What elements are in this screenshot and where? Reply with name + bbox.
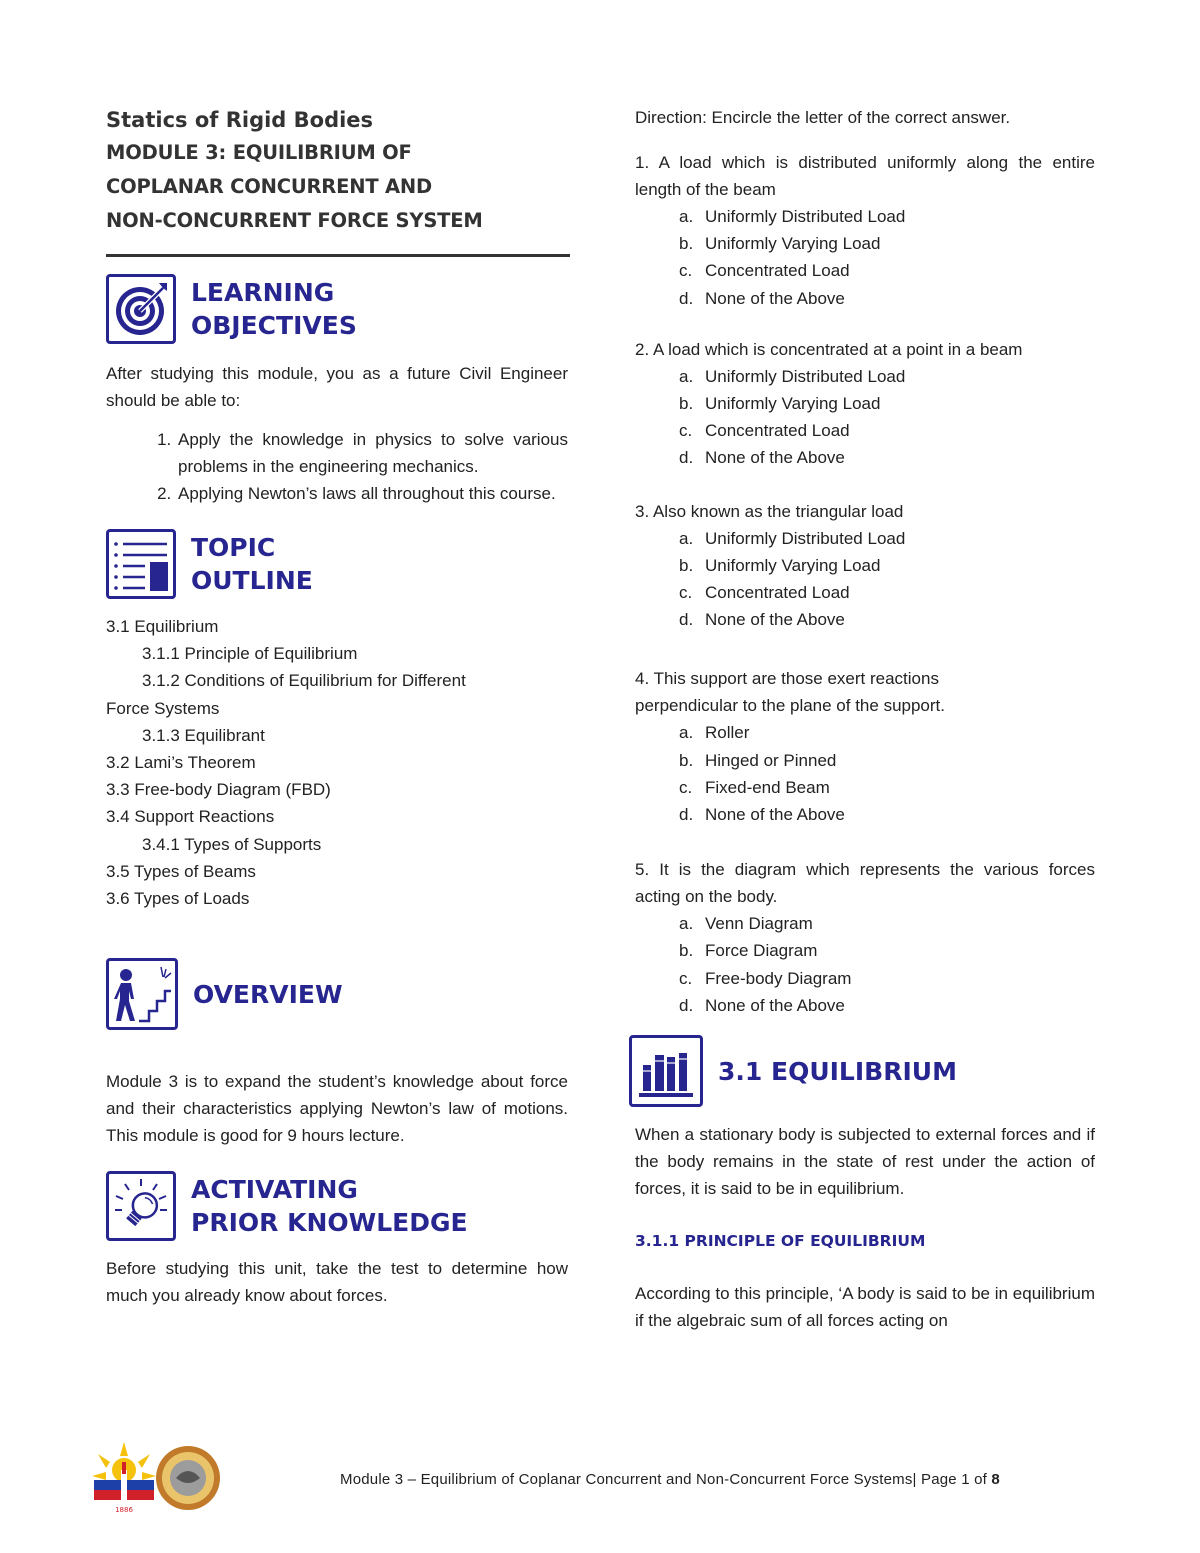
choice: a. Uniformly Distributed Load [679, 207, 906, 226]
choice: c. Concentrated Load [679, 421, 850, 441]
principle-text: According to this principle, ‘A body is said to be in equilibrium if the algebraic sum of all forces acting on [635, 1284, 1095, 1331]
page-footer [340, 1471, 1000, 1488]
topic-outline-heading: TOPIC OUTLINE [191, 533, 313, 595]
seal-logo-icon [88, 1440, 228, 1520]
footer-text: Module 3 – Equilibrium of Coplanar Concurrent and Non-Concurrent Force Systems| Page 1 of [340, 1471, 992, 1488]
choice: b. Uniformly Varying Load [679, 555, 881, 575]
choice: d. None of the Above [679, 610, 845, 630]
learning-objectives-heading: LEARNING OBJECTIVES [191, 278, 357, 340]
outline-item: Force Systems [106, 698, 220, 718]
outline-item: 3.3 Free-body Diagram (FBD) [106, 780, 331, 800]
objectives-list [106, 426, 568, 507]
target-icon [106, 274, 176, 344]
document-subject: Statics of Rigid Bodies [106, 108, 374, 132]
choice: d. None of the Above [679, 995, 845, 1015]
title-line: MODULE 3: EQUILIBRIUM OF [106, 141, 412, 164]
overview-heading: OVERVIEW [193, 979, 343, 1009]
quiz-question [635, 665, 1095, 828]
list-item: 1. Apply the knowledge in physics to solve various problems in the engineering mechanics. [176, 426, 568, 480]
outline-item: 3.1.2 Conditions of Equilibrium for Different [142, 671, 466, 691]
topic-outline-list [106, 613, 568, 912]
title-line: NON-CONCURRENT FORCE SYSTEM [106, 209, 483, 232]
equilibrium-heading: 3.1 EQUILIBRIUM [718, 1056, 957, 1086]
title-divider [106, 254, 570, 257]
question-text: 5. It is the diagram which represents the various forces acting on the body. [635, 860, 1095, 907]
choice: b. Uniformly Varying Load [679, 234, 881, 254]
choice-list [635, 910, 1095, 1019]
outline-item: 3.6 Types of Loads [106, 889, 250, 909]
books-icon [629, 1035, 703, 1107]
outline-item: 3.4 Support Reactions [106, 807, 275, 827]
choice: c. Free-body Diagram [679, 968, 852, 988]
overview-header [106, 958, 568, 1030]
right-column [635, 104, 1095, 1334]
question-text: 4. This support are those exert reactions perpendicular to the plane of the support. [635, 669, 945, 716]
choice-list [635, 203, 1095, 312]
choice: c. Fixed-end Beam [679, 777, 830, 797]
learning-objectives-header [106, 274, 568, 344]
quiz-question [635, 856, 1095, 1019]
quiz-question [635, 498, 1095, 634]
principle-subheading: 3.1.1 PRINCIPLE OF EQUILIBRIUM [635, 1232, 926, 1251]
choice: a. Venn Diagram [679, 914, 813, 934]
list-item: 2. Applying Newton’s laws all throughout this course. [176, 480, 568, 507]
question-text: 1. A load which is distributed uniformly along the entire length of the beam [635, 153, 1095, 199]
choice: b. Hinged or Pinned [679, 750, 837, 770]
choice: c. Concentrated Load [679, 583, 850, 603]
left-column [106, 104, 568, 1309]
footer-total-pages: 8 [991, 1471, 1000, 1488]
quiz-question [635, 336, 1095, 472]
choice-list [635, 363, 1095, 472]
overview-text: Module 3 is to expand the student’s knowledge about force and their characteristics applying Newton’s law of motions. This module is good for 9 hours lecture. [106, 1072, 568, 1146]
title-line: COPLANAR CONCURRENT AND [106, 175, 433, 198]
prior-knowledge-heading: ACTIVATING PRIOR KNOWLEDGE [191, 1175, 468, 1238]
choice: d. None of the Above [679, 288, 845, 308]
prior-knowledge-text: Before studying this unit, take the test to determine how much you already know about forces. [106, 1259, 568, 1306]
choice: b. Uniformly Varying Load [679, 394, 881, 414]
institution-logos [88, 1440, 228, 1520]
outline-item: 3.5 Types of Beams [106, 861, 256, 881]
choice: d. None of the Above [679, 805, 845, 825]
topic-outline-header [106, 529, 568, 599]
question-text: 3. Also known as the triangular load [635, 501, 904, 521]
choice: c. Concentrated Load [679, 261, 850, 281]
choice: a. Uniformly Distributed Load [679, 528, 906, 548]
outline-item: 3.4.1 Types of Supports [142, 834, 322, 854]
question-text: 2. A load which is concentrated at a point in a beam [635, 339, 1023, 359]
outline-item: 3.1 Equilibrium [106, 617, 219, 636]
outline-item: 3.2 Lami’s Theorem [106, 753, 256, 773]
seal-year: 1886 [115, 1506, 133, 1514]
objectives-intro: After studying this module, you as a future Civil Engineer should be able to: [106, 364, 568, 410]
document-title [106, 136, 568, 238]
quiz-question [635, 149, 1095, 312]
prior-knowledge-header [106, 1171, 568, 1241]
equilibrium-text: When a stationary body is subjected to external forces and if the body remains in the state of rest under the action of forces, it is said to be in equilibrium. [635, 1125, 1095, 1199]
outline-item: 3.1.3 Equilibrant [142, 725, 265, 745]
choice-list [635, 525, 1095, 634]
outline-item: 3.1.1 Principle of Equilibrium [142, 644, 358, 664]
outline-list-icon [106, 529, 176, 599]
choice: b. Force Diagram [679, 941, 818, 961]
choice: a. Roller [679, 723, 750, 743]
choice: d. None of the Above [679, 448, 845, 468]
choice-list [635, 719, 1095, 828]
equilibrium-header [629, 1035, 1095, 1107]
lightbulb-icon [106, 1171, 176, 1241]
stairs-climber-icon [106, 958, 178, 1030]
quiz-direction: Direction: Encircle the letter of the correct answer. [635, 108, 1011, 127]
choice: a. Uniformly Distributed Load [679, 366, 906, 386]
